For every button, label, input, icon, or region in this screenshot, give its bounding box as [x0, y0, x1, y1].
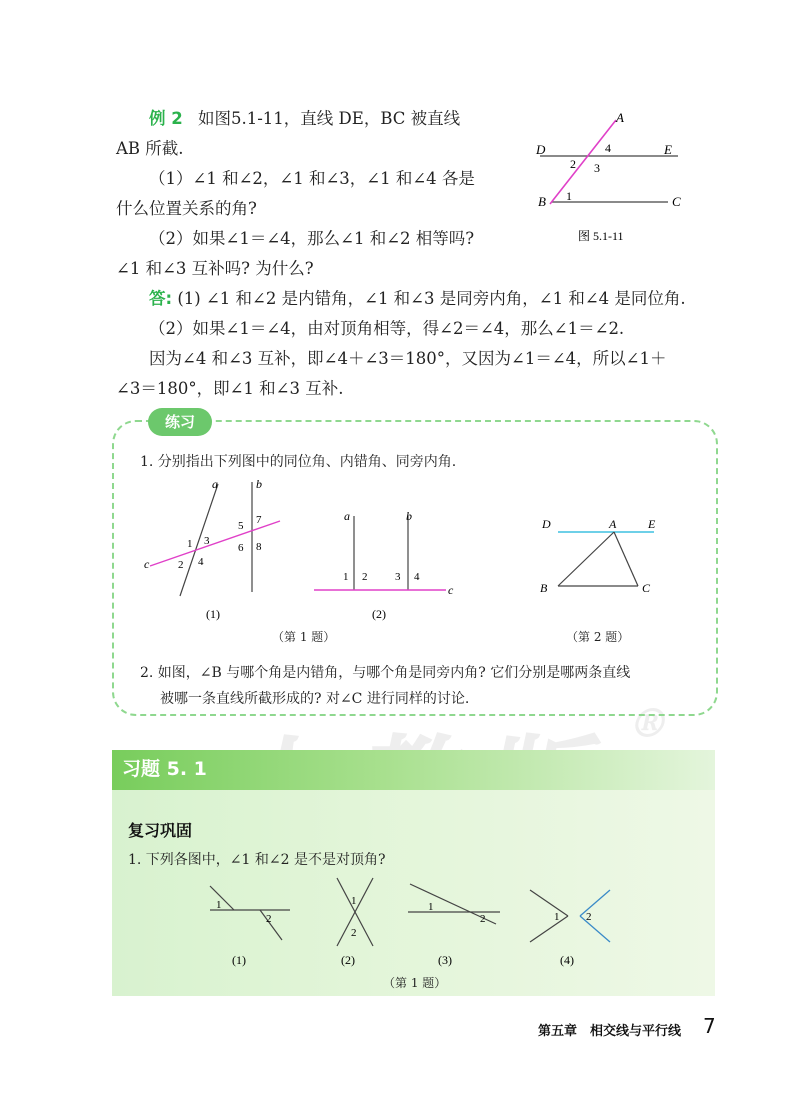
svg-text:(4): (4): [560, 953, 574, 967]
svg-text:A: A: [609, 517, 617, 531]
exercise-title: 习题 5. 1: [122, 758, 207, 780]
svg-text:4: 4: [414, 571, 420, 583]
answer-label: 答:: [149, 289, 173, 308]
svg-text:(1): (1): [206, 607, 220, 621]
svg-text:4: 4: [198, 556, 204, 568]
svg-text:2: 2: [178, 559, 184, 571]
svg-text:3: 3: [204, 535, 210, 547]
answer-line3: 因为∠4 和∠3 互补，即∠4＋∠3＝180°，又因为∠1＝∠4，所以∠1＋: [149, 349, 667, 368]
svg-text:E: E: [648, 517, 656, 531]
svg-text:B: B: [540, 581, 548, 595]
figure-caption: 图 5.1-11: [578, 229, 624, 243]
exercise-figure-3: [400, 878, 510, 970]
example-question2b: ∠1 和∠3 互补吗? 为什么?: [116, 259, 314, 278]
practice-question-1: 1. 分别指出下列图中的同位角、内错角、同旁内角.: [140, 454, 457, 470]
svg-text:a: a: [344, 509, 350, 523]
svg-text:D: D: [542, 517, 551, 531]
figure-5-1-11: [530, 108, 690, 248]
practice-caption-2: （第 2 题）: [566, 630, 630, 644]
svg-text:(3): (3): [438, 953, 452, 967]
publisher-watermark: ®: [624, 700, 675, 747]
svg-text:1: 1: [216, 899, 222, 911]
label-a: A: [616, 110, 624, 125]
example-question1b: 什么位置关系的角?: [116, 199, 257, 218]
svg-text:7: 7: [256, 514, 262, 526]
answer-line1: 答: (1) ∠1 和∠2 是内错角，∠1 和∠3 是同旁内角，∠1 和∠4 是同位角.: [149, 289, 686, 308]
chapter-footer: 第五章 相交线与平行线: [538, 1024, 682, 1039]
practice-figure-q2: [536, 510, 666, 600]
label-angle-4: 4: [605, 141, 611, 155]
page-number: 7: [703, 1014, 716, 1038]
practice-question-2b: 被哪一条直线所截形成的? 对∠C 进行同样的讨论.: [160, 691, 470, 707]
exercise-question-1: 1. 下列各图中，∠1 和∠2 是不是对顶角?: [128, 852, 386, 868]
svg-text:1: 1: [428, 901, 434, 913]
svg-text:6: 6: [238, 542, 244, 554]
label-angle-2: 2: [570, 157, 576, 171]
example-line1: 例 2 如图5.1-11，直线 DE，BC 被直线: [149, 109, 461, 128]
svg-text:1: 1: [187, 538, 193, 550]
svg-text:2: 2: [266, 913, 272, 925]
svg-text:8: 8: [256, 541, 262, 553]
svg-text:C: C: [642, 581, 651, 595]
svg-text:c: c: [448, 583, 454, 597]
label-d: D: [536, 142, 546, 157]
practice-figure-1: [140, 476, 290, 626]
label-angle-1: 1: [566, 189, 572, 203]
answer-line2: （2）如果∠1＝∠4，由对顶角相等，得∠2＝∠4，那么∠1＝∠2.: [149, 319, 625, 338]
exercise-figure-1: [200, 880, 300, 970]
line-ab: [550, 120, 616, 204]
svg-text:2: 2: [586, 911, 592, 923]
practice-caption-1: （第 1 题）: [272, 630, 336, 644]
svg-text:(1): (1): [232, 953, 246, 967]
label-b: B: [538, 194, 546, 209]
svg-text:2: 2: [362, 571, 368, 583]
svg-text:b: b: [406, 509, 412, 523]
label-c: C: [672, 194, 681, 209]
svg-text:5: 5: [238, 520, 244, 532]
svg-text:a: a: [212, 477, 218, 491]
svg-text:1: 1: [351, 895, 357, 907]
practice-figure-2: [310, 506, 470, 626]
label-angle-3: 3: [594, 161, 600, 175]
example-line2: AB 所截.: [116, 139, 184, 158]
exercise-figure-2: [325, 874, 385, 970]
svg-text:2: 2: [480, 913, 486, 925]
review-section-title: 复习巩固: [128, 821, 193, 840]
example-label: 例 2: [149, 109, 183, 128]
practice-question-2a: 2. 如图，∠B 与哪个角是内错角，与哪个角是同旁内角? 它们分别是哪两条直线: [140, 665, 631, 681]
exercise-figure-4: [526, 884, 616, 970]
svg-text:(2): (2): [372, 607, 386, 621]
label-e: E: [664, 142, 672, 157]
svg-text:1: 1: [554, 911, 560, 923]
practice-tab: 练习: [148, 408, 212, 436]
svg-text:c: c: [144, 557, 150, 571]
svg-text:2: 2: [351, 927, 357, 939]
svg-text:b: b: [256, 477, 262, 491]
svg-text:3: 3: [395, 571, 401, 583]
exercise-caption: （第 1 题）: [383, 976, 447, 990]
svg-text:1: 1: [343, 571, 349, 583]
example-question1a: （1）∠1 和∠2，∠1 和∠3，∠1 和∠4 各是: [149, 169, 475, 188]
svg-text:(2): (2): [341, 953, 355, 967]
example-question2a: （2）如果∠1＝∠4，那么∠1 和∠2 相等吗?: [149, 229, 475, 248]
answer-line4: ∠3＝180°，即∠1 和∠3 互补.: [116, 379, 344, 398]
